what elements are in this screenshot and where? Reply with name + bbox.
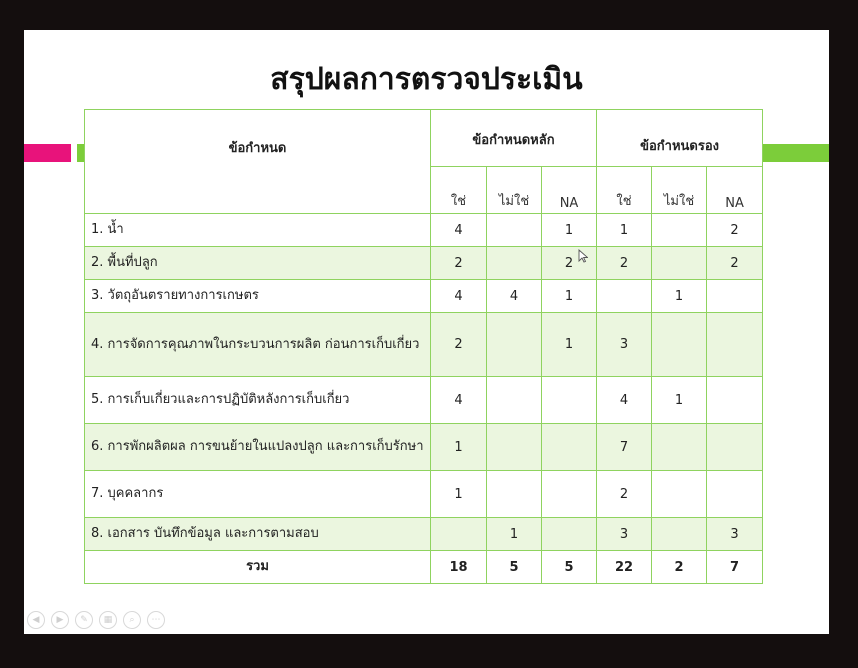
minor-yes-cell — [597, 280, 652, 313]
main-na-cell: 1 — [542, 214, 597, 247]
minor-no-cell — [652, 518, 707, 551]
main-na-cell — [542, 518, 597, 551]
minor-no-cell — [652, 471, 707, 518]
minor-yes-header: ใช่ — [597, 167, 652, 214]
pen-icon[interactable]: ✎ — [75, 611, 93, 629]
requirement-name: 5. การเก็บเกี่ยวและการปฏิบัติหลังการเก็บเกี่ยว — [85, 377, 431, 424]
slide-title: สรุปผลการตรวจประเมิน — [270, 62, 583, 97]
main-no-cell: 4 — [487, 280, 542, 313]
main-na-cell: 2 — [542, 247, 597, 280]
minor-no-cell — [652, 313, 707, 377]
main-yes-cell: 1 — [431, 424, 487, 471]
presentation-controls — [27, 611, 165, 629]
table-row — [85, 247, 763, 280]
main-no-cell — [487, 214, 542, 247]
minor-yes-cell: 2 — [597, 247, 652, 280]
table-row — [85, 280, 763, 313]
requirement-name: 7. บุคคลากร — [85, 471, 431, 518]
table-row — [85, 313, 763, 377]
main-na-header: NA — [542, 167, 597, 214]
minor-no-cell — [652, 424, 707, 471]
table-row — [85, 471, 763, 518]
total-main-na: 5 — [542, 551, 597, 584]
main-na-cell — [542, 471, 597, 518]
total-label: รวม — [85, 551, 431, 584]
minor-no-header: ไม่ใช่ — [652, 167, 707, 214]
minor-na-cell — [707, 471, 763, 518]
table-row — [85, 518, 763, 551]
requirement-name: 4. การจัดการคุณภาพในกระบวนการผลิต ก่อนการเก็บเกี่ยว — [85, 313, 431, 377]
main-no-cell — [487, 377, 542, 424]
main-na-cell: 1 — [542, 313, 597, 377]
main-yes-cell: 2 — [431, 313, 487, 377]
minor-no-cell: 1 — [652, 280, 707, 313]
more-icon[interactable]: ⋯ — [147, 611, 165, 629]
requirement-name: 8. เอกสาร บันทึกข้อมูล และการตามสอบ — [85, 518, 431, 551]
minor-na-header: NA — [707, 167, 763, 214]
table-row — [85, 377, 763, 424]
requirement-name: 2. พื้นที่ปลูก — [85, 247, 431, 280]
main-no-cell — [487, 313, 542, 377]
minor-na-cell — [707, 313, 763, 377]
requirement-name: 6. การพักผลิตผล การขนย้ายในแปลงปลูก และการเก็บรักษา — [85, 424, 431, 471]
main-yes-cell: 2 — [431, 247, 487, 280]
accent-band-pink — [24, 144, 71, 162]
minor-no-cell — [652, 214, 707, 247]
minor-yes-cell: 7 — [597, 424, 652, 471]
minor-yes-cell: 3 — [597, 518, 652, 551]
next-icon[interactable]: ▶ — [51, 611, 69, 629]
main-requirements-header: ข้อกำหนดหลัก — [431, 110, 597, 167]
slides-icon[interactable]: ▦ — [99, 611, 117, 629]
mouse-cursor-icon — [578, 249, 588, 263]
minor-na-cell — [707, 280, 763, 313]
minor-na-cell — [707, 377, 763, 424]
prev-icon[interactable]: ◀ — [27, 611, 45, 629]
main-yes-cell — [431, 518, 487, 551]
requirement-header: ข้อกำหนด — [85, 110, 431, 214]
main-no-header: ไม่ใช่ — [487, 167, 542, 214]
main-no-cell — [487, 471, 542, 518]
requirement-name: 3. วัตถุอันตรายทางการเกษตร — [85, 280, 431, 313]
minor-no-cell: 1 — [652, 377, 707, 424]
minor-na-cell: 3 — [707, 518, 763, 551]
main-na-cell — [542, 424, 597, 471]
total-minor-yes: 22 — [597, 551, 652, 584]
main-no-cell: 1 — [487, 518, 542, 551]
table-row — [85, 214, 763, 247]
total-row — [85, 551, 763, 584]
table-row — [85, 424, 763, 471]
total-minor-no: 2 — [652, 551, 707, 584]
minor-yes-cell: 1 — [597, 214, 652, 247]
main-yes-cell: 4 — [431, 280, 487, 313]
minor-na-cell: 2 — [707, 247, 763, 280]
slide — [24, 30, 829, 634]
main-na-cell: 1 — [542, 280, 597, 313]
total-minor-na: 7 — [707, 551, 763, 584]
minor-na-cell — [707, 424, 763, 471]
main-no-cell — [487, 247, 542, 280]
assessment-table — [84, 109, 763, 584]
minor-yes-cell: 3 — [597, 313, 652, 377]
main-yes-cell: 1 — [431, 471, 487, 518]
main-yes-cell: 4 — [431, 214, 487, 247]
minor-yes-cell: 4 — [597, 377, 652, 424]
main-na-cell — [542, 377, 597, 424]
minor-no-cell — [652, 247, 707, 280]
minor-requirements-header: ข้อกำหนดรอง — [597, 110, 763, 167]
requirement-name: 1. น้ำ — [85, 214, 431, 247]
minor-yes-cell: 2 — [597, 471, 652, 518]
main-no-cell — [487, 424, 542, 471]
main-yes-header: ใช่ — [431, 167, 487, 214]
total-main-yes: 18 — [431, 551, 487, 584]
minor-na-cell: 2 — [707, 214, 763, 247]
main-yes-cell: 4 — [431, 377, 487, 424]
zoom-icon[interactable]: ⌕ — [123, 611, 141, 629]
total-main-no: 5 — [487, 551, 542, 584]
